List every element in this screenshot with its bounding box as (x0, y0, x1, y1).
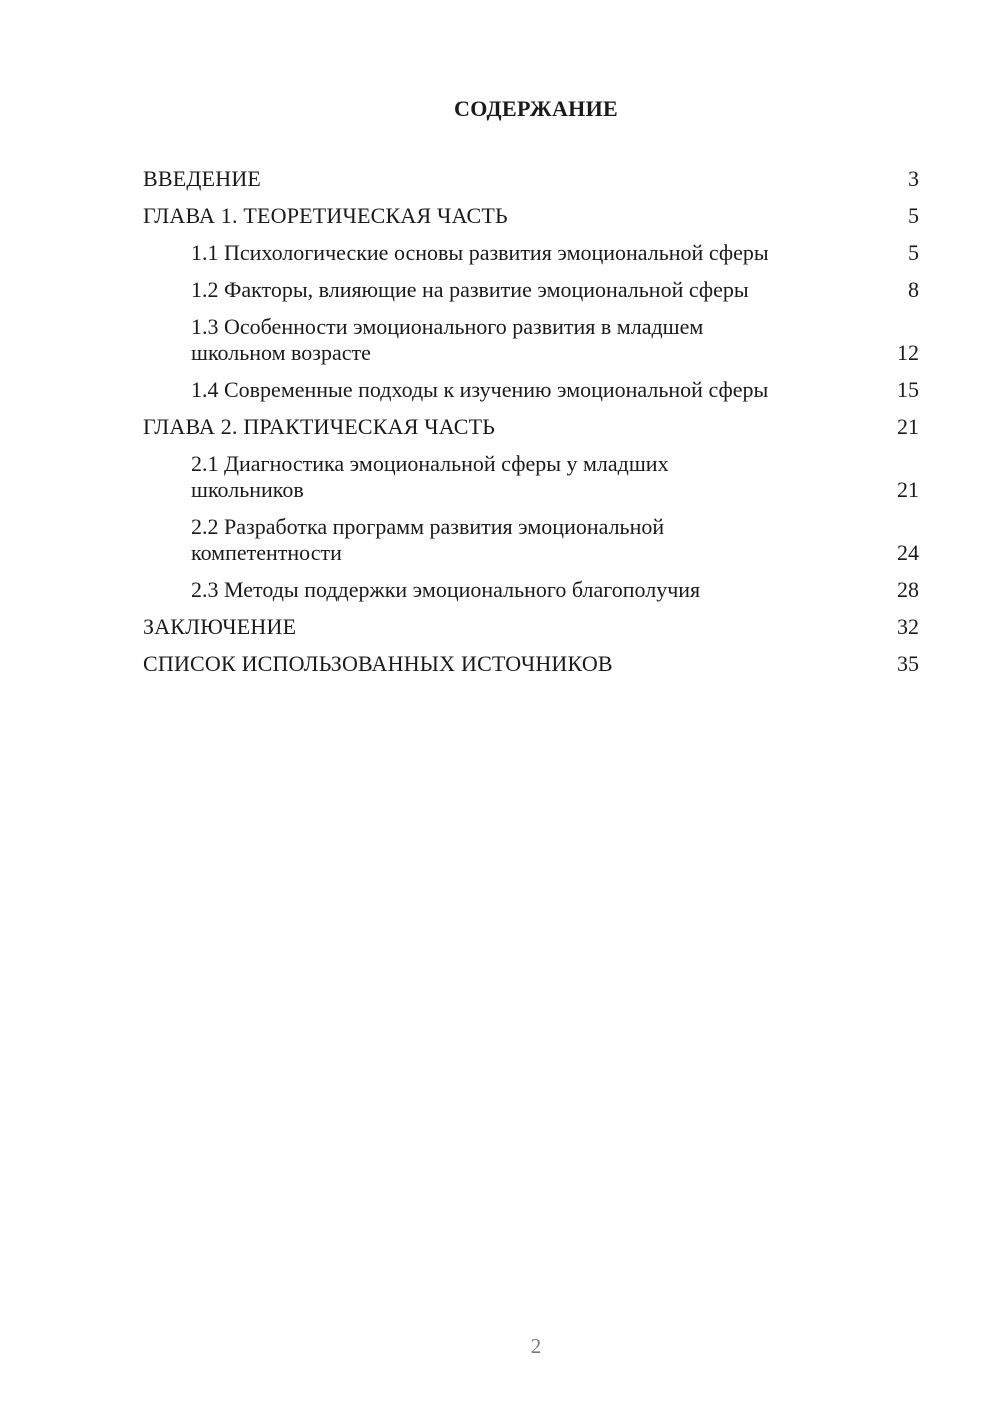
toc-entry-label: 1.2 Факторы, влияющие на развитие эмоциональной сферы (191, 277, 749, 302)
toc-entry-page: 8 (908, 277, 919, 302)
table-of-contents (143, 166, 919, 688)
toc-entry-section-1-1 (143, 240, 919, 266)
toc-entry-chapter-2 (143, 414, 919, 440)
toc-entry-section-1-2 (143, 277, 919, 303)
toc-entry-label: ЗАКЛЮЧЕНИЕ (143, 614, 297, 639)
toc-entry-label: ГЛАВА 2. ПРАКТИЧЕСКАЯ ЧАСТЬ (143, 414, 496, 439)
toc-entry-label: ВВЕДЕНИЕ (143, 166, 262, 191)
toc-title: СОДЕРЖАНИЕ (454, 96, 618, 121)
toc-entry-page: 21 (897, 414, 919, 439)
toc-entry-page: 28 (897, 577, 919, 602)
toc-entry-label: СПИСОК ИСПОЛЬЗОВАННЫХ ИСТОЧНИКОВ (143, 651, 613, 676)
toc-entry-introduction (143, 166, 919, 192)
toc-entry-page: 12 (897, 340, 919, 365)
page-number: 2 (530, 1334, 542, 1358)
toc-entry-conclusion (143, 614, 919, 640)
toc-entry-page: 35 (897, 651, 919, 676)
toc-entry-label: 2.3 Методы поддержки эмоционального благополучия (191, 577, 701, 602)
toc-entry-page: 5 (908, 240, 919, 265)
toc-entry-section-2-3 (143, 577, 919, 603)
toc-entry-page: 21 (897, 477, 919, 502)
toc-entry-label: 2.1 Диагностика эмоциональной сферы у младших школьников (191, 451, 669, 502)
toc-entry-page: 5 (908, 203, 919, 228)
toc-entry-references (143, 651, 919, 677)
toc-entry-label: 2.2 Разработка программ развития эмоциональной компетентности (191, 514, 665, 565)
toc-entry-page: 24 (897, 540, 919, 565)
toc-entry-label: 1.1 Психологические основы развития эмоциональной сферы (191, 240, 769, 265)
toc-entry-section-2-1 (143, 451, 919, 503)
toc-entry-label: 1.3 Особенности эмоционального развития в младшем школьном возрасте (191, 314, 704, 365)
toc-entry-label: ГЛАВА 1. ТЕОРЕТИЧЕСКАЯ ЧАСТЬ (143, 203, 508, 228)
toc-entry-chapter-1 (143, 203, 919, 229)
toc-entry-page: 32 (897, 614, 919, 639)
toc-entry-section-1-3 (143, 314, 919, 366)
toc-entry-section-1-4 (143, 377, 919, 403)
toc-entry-section-2-2 (143, 514, 919, 566)
toc-entry-label: 1.4 Современные подходы к изучению эмоциональной сферы (191, 377, 769, 402)
toc-entry-page: 3 (908, 166, 919, 191)
toc-entry-page: 15 (897, 377, 919, 402)
